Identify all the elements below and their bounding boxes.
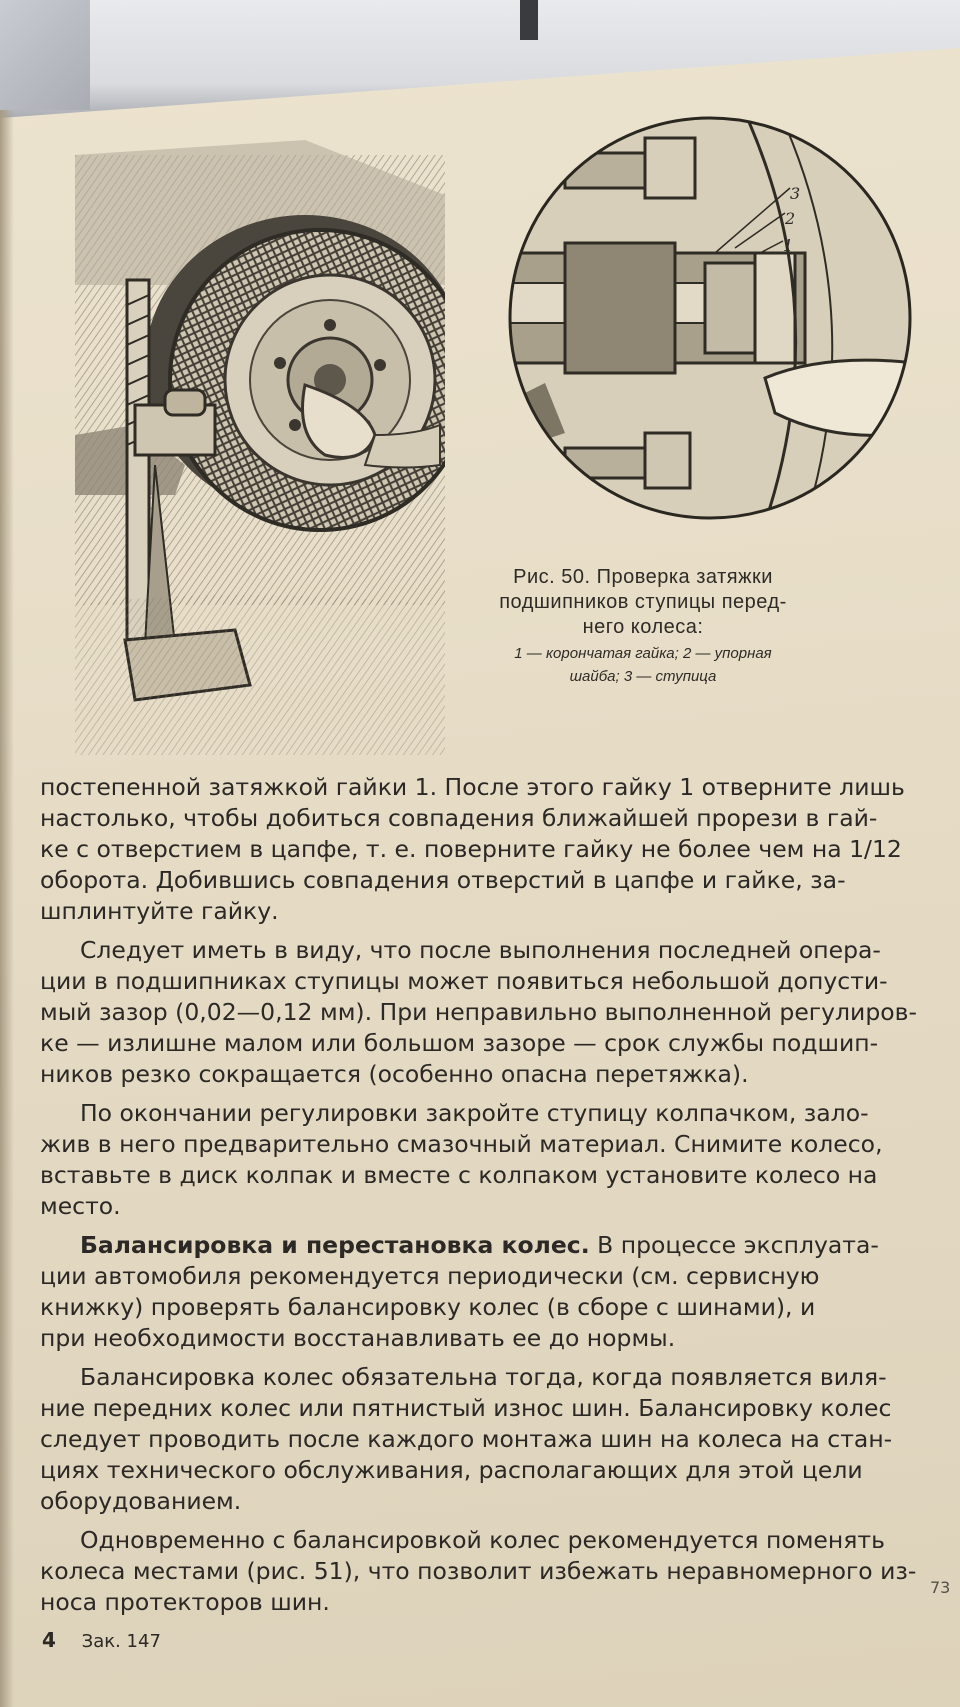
text-line: ке — излишне малом или большом зазоре — срок службы подшип- bbox=[40, 1029, 879, 1057]
text-line: постепенной затяжкой гайки 1. После этого гайку 1 отверните лишь bbox=[40, 773, 905, 801]
figure-caption bbox=[488, 565, 798, 686]
text-line: ке с отверстием в цапфе, т. е. поверните гайку не более чем на 1/12 bbox=[40, 835, 902, 863]
text-line: мый зазор (0,02—0,12 мм). При неправильно выполненной регулиров- bbox=[40, 998, 917, 1026]
text-line: вставьте в диск колпак и вместе с колпаком установите колесо на bbox=[40, 1161, 878, 1189]
wheel-jack-illustration bbox=[75, 135, 445, 755]
order-text: Зак. 147 bbox=[81, 1631, 161, 1652]
text-line: циях технического обслуживания, располагающих для этой цели bbox=[40, 1456, 863, 1484]
callout-label: 1 bbox=[783, 236, 794, 255]
hub-bearing-detail-illustration bbox=[505, 113, 915, 523]
paragraph bbox=[40, 1230, 958, 1354]
page-footer bbox=[42, 1628, 161, 1652]
caption-title-line: Рис. 50. Проверка затяжки bbox=[513, 566, 773, 588]
callout-label: 3 bbox=[790, 184, 801, 203]
background-object bbox=[0, 0, 90, 110]
section-heading: Балансировка и перестановка колес. bbox=[80, 1231, 590, 1259]
text-line: жив в него предварительно смазочный материал. Снимите колесо, bbox=[40, 1130, 883, 1158]
text-line: при необходимости восстанавливать ее до нормы. bbox=[40, 1324, 676, 1352]
text-line: ции автомобиля рекомендуется периодически (см. сервисную bbox=[40, 1262, 820, 1290]
text-line: колеса местами (рис. 51), что позволит избежать неравномерного из- bbox=[40, 1557, 917, 1585]
text-line: оборота. Добившись совпадения отверстий в цапфе и гайке, за- bbox=[40, 866, 846, 894]
text-line: Следует иметь в виду, что после выполнения последней опера- bbox=[80, 936, 881, 964]
body-text bbox=[40, 772, 958, 1618]
background-object bbox=[520, 0, 538, 40]
paragraph bbox=[40, 935, 958, 1090]
text-line: шплинтуйте гайку. bbox=[40, 897, 279, 925]
text-line: Одновременно с балансировкой колес рекомендуется поменять bbox=[80, 1526, 885, 1554]
page-number: 73 bbox=[930, 1578, 951, 1597]
paragraph bbox=[40, 772, 958, 927]
text-line: книжку) проверять балансировку колес (в сборе с шинами), и bbox=[40, 1293, 816, 1321]
text-line: настолько, чтобы добиться совпадения ближайшей прорези в гай- bbox=[40, 804, 878, 832]
caption-legend-line: шайба; 3 — ступица bbox=[569, 668, 717, 685]
page-binding-shadow bbox=[0, 110, 14, 1707]
text-line: следует проводить после каждого монтажа шин на колеса на стан- bbox=[40, 1425, 893, 1453]
text-line: оборудованием. bbox=[40, 1487, 242, 1515]
text-line: ние передних колес или пятнистый износ шин. Балансировку колес bbox=[40, 1394, 892, 1422]
text-line: По окончании регулировки закройте ступицу колпачком, зало- bbox=[80, 1099, 869, 1127]
caption-legend-line: 1 — корончатая гайка; 2 — упорная bbox=[514, 645, 772, 662]
text-line: носа протекторов шин. bbox=[40, 1588, 330, 1616]
text-line: место. bbox=[40, 1192, 121, 1220]
paragraph bbox=[40, 1098, 958, 1222]
caption-title-line: подшипников ступицы перед- bbox=[499, 591, 787, 613]
text-line: ции в подшипниках ступицы может появиться небольшой допусти- bbox=[40, 967, 888, 995]
text-line bbox=[40, 1230, 958, 1261]
paragraph bbox=[40, 1525, 958, 1618]
signature-number: 4 bbox=[42, 1628, 56, 1652]
text-line: Балансировка колес обязательна тогда, когда появляется виля- bbox=[80, 1363, 887, 1391]
callout-label: 2 bbox=[785, 209, 796, 228]
caption-title-line: него колеса: bbox=[582, 616, 704, 638]
paragraph bbox=[40, 1362, 958, 1517]
text-line: ников резко сокращается (особенно опасна перетяжка). bbox=[40, 1060, 749, 1088]
text-span: В процессе эксплуата- bbox=[589, 1231, 879, 1259]
